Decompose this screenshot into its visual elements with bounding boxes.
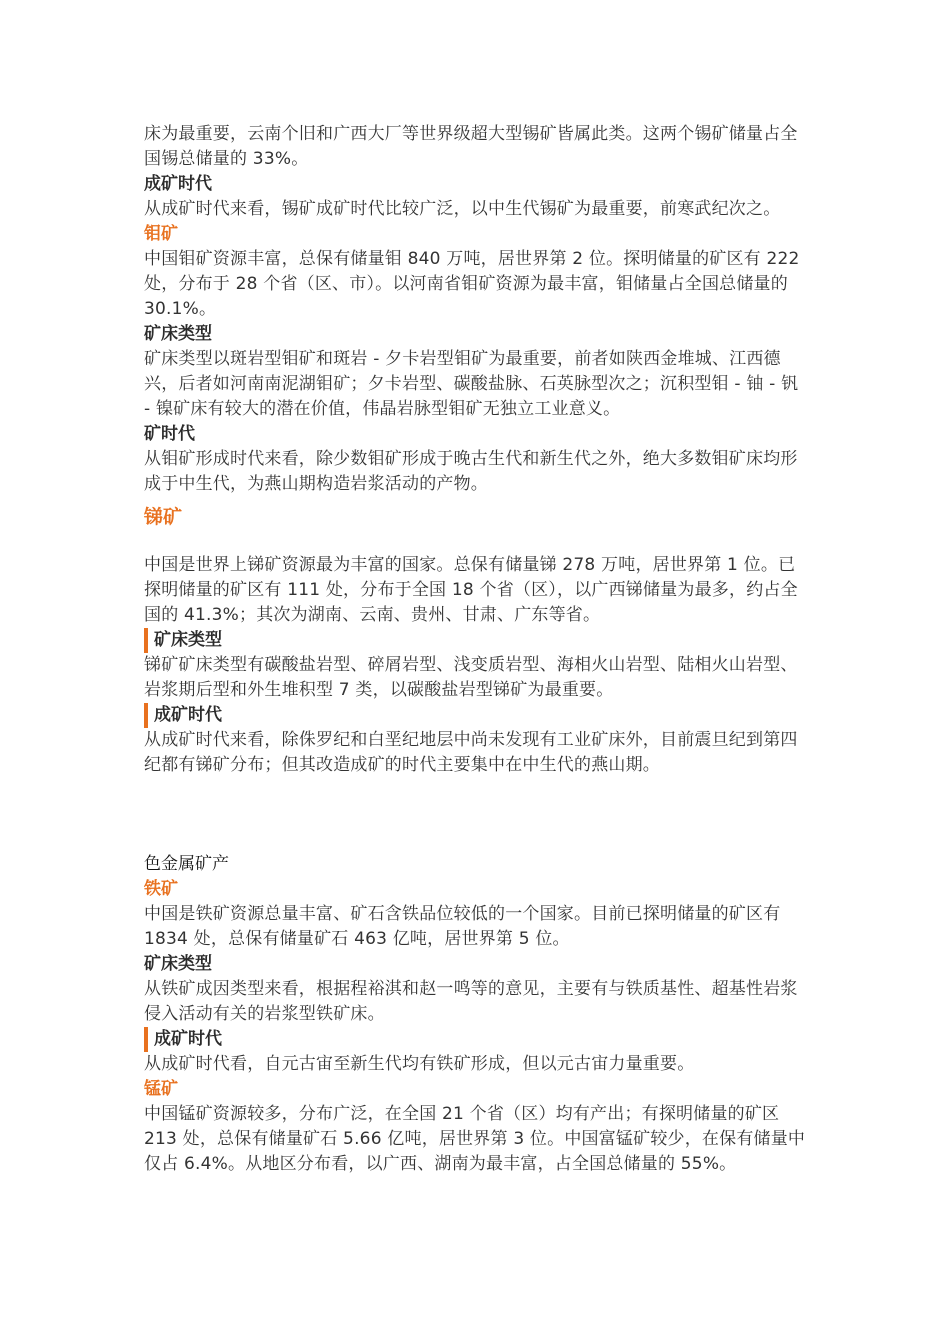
heading-iron-deposit-type: 矿床类型	[144, 954, 212, 974]
paragraph-antimony-resources: 中国是世界上锑矿资源最为丰富的国家。总保有储量锑 278 万吨，居世界第 1 位。已探明储量的矿区有 111 处，分布于全国 18 个省（区），以广西锑储量为最多，约占全国的 41.3%；其次为湖南、云南、贵州、甘肃、广东等省。	[144, 555, 798, 625]
spacer	[144, 531, 808, 553]
heading-tin-mineralization-age: 成矿时代	[144, 174, 212, 194]
heading-metal-minerals: 色金属矿产	[144, 854, 229, 874]
document-page	[144, 122, 808, 1177]
heading-antimony-age: 成矿时代	[144, 703, 808, 728]
paragraph-antimony-deposit-type: 锑矿矿床类型有碳酸盐岩型、碎屑岩型、浅变质岩型、海相火山岩型、陆相火山岩型、岩浆期后型和外生堆积型 7 类，以碳酸盐岩型锑矿为最重要。	[144, 655, 798, 700]
paragraph-iron-deposit-type: 从铁矿成因类型来看，根据程裕淇和赵一鸣等的意见，主要有与铁质基性、超基性岩浆侵入活动有关的岩浆型铁矿床。	[144, 979, 798, 1024]
heading-molybdenum: 钼矿	[144, 224, 178, 244]
paragraph-antimony-age: 从成矿时代来看，除侏罗纪和白垩纪地层中尚未发现有工业矿床外，目前震旦纪到第四纪都有锑矿分布；但其改造成矿的时代主要集中在中生代的燕山期。	[144, 730, 798, 775]
paragraph-molybdenum-age: 从钼矿形成时代来看，除少数钼矿形成于晚古生代和新生代之外，绝大多数钼矿床均形成于中生代，为燕山期构造岩浆活动的产物。	[144, 449, 798, 494]
heading-iron-age: 成矿时代	[144, 1027, 808, 1052]
heading-manganese: 锰矿	[144, 1079, 178, 1099]
paragraph-molybdenum-deposit-type: 矿床类型以斑岩型钼矿和斑岩 - 夕卡岩型钼矿为最重要，前者如陕西金堆城、江西德兴，后者如河南南泥湖钼矿；夕卡岩型、碳酸盐脉、石英脉型次之；沉积型钼 - 铀 - 钒 - 镍矿床有较大的潜在价值，伟晶岩脉型钼矿无独立工业意义。	[144, 349, 799, 419]
paragraph-tin-deposits: 床为最重要，云南个旧和广西大厂等世界级超大型锡矿皆属此类。这两个锡矿储量占全国锡总储量的 33%。	[144, 124, 798, 169]
heading-molybdenum-deposit-type: 矿床类型	[144, 324, 212, 344]
section-gap	[144, 778, 808, 852]
paragraph-manganese-resources: 中国锰矿资源较多，分布广泛，在全国 21 个省（区）均有产出；有探明储量的矿区 213 处，总保有储量矿石 5.66 亿吨，居世界第 3 位。中国富锰矿较少，在保有储量中仅占 6.4%。从地区分布看，以广西、湖南为最丰富，占全国总储量的 55%。	[144, 1104, 806, 1174]
heading-iron: 铁矿	[144, 879, 178, 899]
heading-molybdenum-age: 矿时代	[144, 424, 195, 444]
heading-antimony-deposit-type: 矿床类型	[144, 628, 808, 653]
paragraph-molybdenum-resources: 中国钼矿资源丰富，总保有储量钼 840 万吨，居世界第 2 位。探明储量的矿区有 222 处，分布于 28 个省（区、市）。以河南省钼矿资源为最丰富，钼储量占全国总储量的 30.1%。	[144, 249, 800, 319]
paragraph-tin-age: 从成矿时代来看，锡矿成矿时代比较广泛，以中生代锡矿为最重要，前寒武纪次之。	[144, 199, 781, 219]
paragraph-iron-age: 从成矿时代看，自元古宙至新生代均有铁矿形成，但以元古宙力量重要。	[144, 1054, 695, 1074]
heading-antimony: 锑矿	[144, 506, 183, 528]
paragraph-iron-resources: 中国是铁矿资源总量丰富、矿石含铁品位较低的一个国家。目前已探明储量的矿区有 1834 处，总保有储量矿石 463 亿吨，居世界第 5 位。	[144, 904, 781, 949]
